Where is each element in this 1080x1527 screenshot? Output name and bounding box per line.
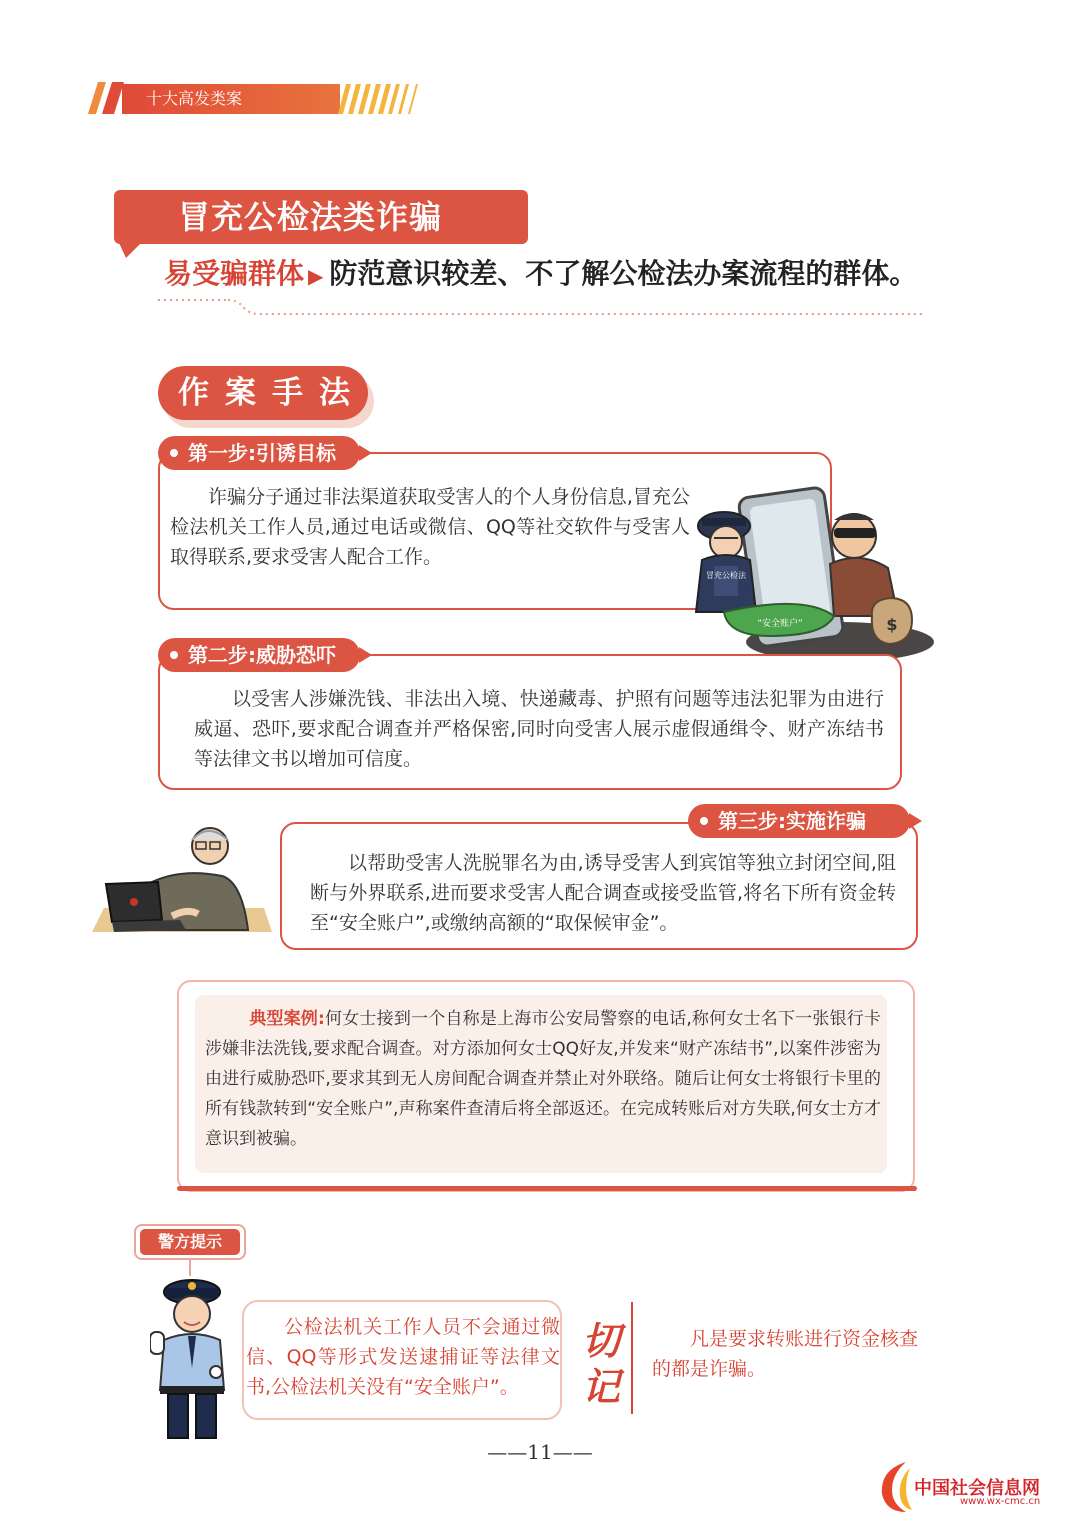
step-3-text: 以帮助受害人洗脱罪名为由,诱导受害人到宾馆等独立封闭空间,阻断与外界联系,进而要求受害人配合调查或接受监管,将名下所有资金转至“安全账户”,或缴纳高额的“取保候审金”。	[310, 852, 896, 934]
money-bag-symbol: $	[886, 615, 898, 634]
police-tip-text: 公检法机关工作人员不会通过微信、QQ等形式发送逮捕证等法律文书,公检法机关没有“安全账户”。	[246, 1316, 560, 1398]
pill-arrow-icon	[359, 445, 372, 461]
remember-text: 凡是要求转账进行资金核查的都是诈骗。	[652, 1328, 919, 1380]
pill-arrow-icon	[909, 813, 922, 829]
triangle-right-icon: ▶	[308, 264, 324, 288]
step-3-label-pill	[688, 804, 910, 838]
step-2-label-pill	[158, 638, 360, 672]
page-number: ——11——	[487, 1440, 593, 1464]
case-label: 典型案例:	[249, 1009, 325, 1029]
header-stripes-icon	[88, 82, 124, 114]
pill-arrow-icon	[359, 647, 372, 663]
case-box-bottom-bar	[177, 1186, 917, 1191]
step-1-label-pill	[158, 436, 360, 470]
step-2-text: 以受害人涉嫌洗钱、非法出入境、快递藏毒、护照有问题等违法犯罪为由进行威逼、恐吓,要求配合调查并严格保密,同时向受害人展示虚假通缉令、财产冻结书等法律文书以增加可信度。	[194, 688, 884, 770]
page-title: 冒充公检法类诈骗	[114, 190, 528, 244]
watermark-url: www.wx-cmc.cn	[960, 1496, 1041, 1507]
method-heading: 作案手法	[178, 375, 366, 411]
victim-group-label: 易受骗群体	[164, 257, 305, 290]
header-stripes-right-icon	[338, 84, 428, 114]
bullet-dot-icon	[700, 817, 708, 825]
police-tip-tag: 警方提示	[140, 1229, 240, 1255]
victim-group-text: 防范意识较差、不了解公检法办案流程的群体。	[329, 257, 918, 290]
safe-account-text: “安全账户”	[757, 619, 803, 629]
step-3-label: 第三步:实施诈骗	[718, 809, 866, 833]
watermark-name: 中国社会信息网	[914, 1478, 1040, 1499]
watermark-logo-icon	[876, 1460, 916, 1516]
case-paragraph	[205, 1004, 881, 1154]
step-2-label: 第二步:威胁恐吓	[188, 643, 336, 667]
victim-group-line	[164, 250, 964, 298]
impostor-police-phone-illustration	[684, 476, 936, 662]
step-1-text: 诈骗分子通过非法渠道获取受害人的个人身份信息,冒充公检法机关工作人员,通过电话或微信、QQ等社交软件与受害人取得联系,要求受害人配合工作。	[170, 486, 690, 568]
elderly-man-laptop-illustration	[92, 812, 272, 936]
police-officer-illustration	[150, 1272, 234, 1442]
bullet-dot-icon	[170, 449, 178, 457]
case-text: 何女士接到一个自称是上海市公安局警察的电话,称何女士名下一张银行卡涉嫌非法洗钱,要求配合调查。对方添加何女士QQ好友,并发来“财产冻结书”,以案件涉密为由进行威胁恐吓,要求其到无人房间配合调查并禁止对外联络。随后让何女士将银行卡里的所有钱款转到“安全账户”,声称案件查清后将全部返还。在完成转账后对方失联,何女士方才意识到被骗。	[205, 1009, 881, 1149]
remember-label: 切记	[582, 1318, 621, 1409]
remember-divider	[631, 1302, 633, 1414]
step-1-label: 第一步:引诱目标	[188, 441, 336, 465]
dotted-divider	[158, 296, 922, 320]
section-tag: 十大高发类案	[122, 84, 340, 114]
impostor-badge-text: 冒充公检法	[706, 571, 746, 580]
bullet-dot-icon	[170, 651, 178, 659]
